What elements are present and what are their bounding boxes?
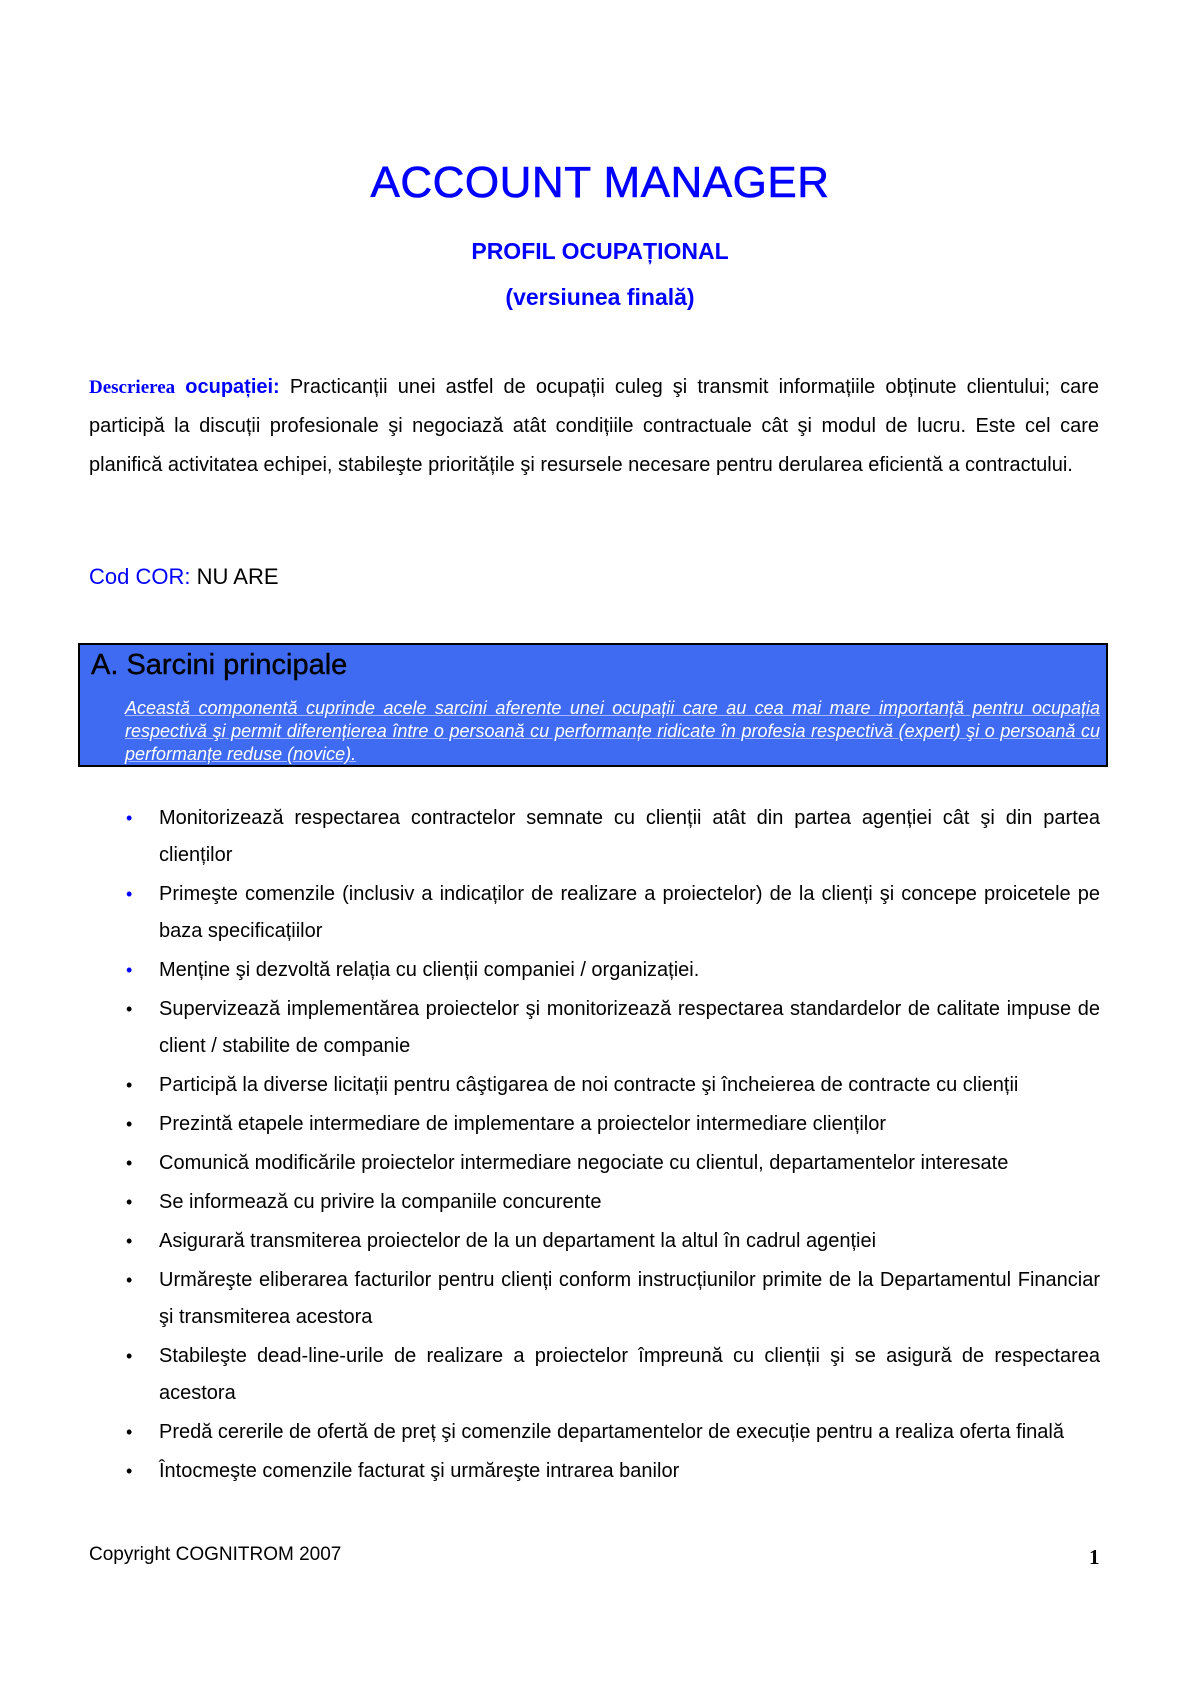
list-item bbox=[95, 800, 1100, 874]
list-item bbox=[95, 876, 1100, 950]
task-list bbox=[95, 800, 1100, 1492]
task-text: Asigurară transmiterea proiectelor de la un departament la altul în cadrul agenției bbox=[159, 1230, 877, 1252]
bullet-icon: • bbox=[126, 1114, 133, 1134]
bullet-icon: • bbox=[126, 808, 133, 828]
bullet-icon: • bbox=[126, 1192, 133, 1212]
section-a-note bbox=[125, 697, 1100, 766]
section-a-header-box bbox=[78, 643, 1108, 767]
list-item bbox=[95, 1338, 1100, 1412]
cod-cor-value: NU ARE bbox=[196, 564, 279, 589]
document-title: ACCOUNT MANAGER bbox=[370, 158, 830, 207]
document-subtitle: PROFIL OCUPAȚIONAL bbox=[471, 238, 729, 264]
list-item bbox=[95, 1106, 1100, 1143]
section-a-heading: A. Sarcini principale bbox=[91, 649, 348, 681]
bullet-icon: • bbox=[126, 999, 133, 1019]
list-item bbox=[95, 1223, 1100, 1260]
task-text: Prezintă etapele intermediare de implementare a proiectelor intermediare clienților bbox=[159, 1113, 887, 1135]
bullet-icon: • bbox=[126, 960, 133, 980]
description-label-part1: Descrierea bbox=[89, 377, 176, 398]
list-item bbox=[95, 952, 1100, 989]
list-item bbox=[95, 1184, 1100, 1221]
bullet-icon: • bbox=[126, 1075, 133, 1095]
task-text: Predă cererile de ofertă de preț şi comenzile departamentelor de execuție pentru a realiza oferta finală bbox=[159, 1421, 1064, 1443]
list-item bbox=[95, 1262, 1100, 1336]
bullet-icon: • bbox=[126, 1270, 133, 1290]
list-item bbox=[95, 1453, 1100, 1490]
list-item bbox=[95, 1145, 1100, 1182]
occupation-description bbox=[89, 368, 1099, 485]
bullet-icon: • bbox=[126, 1422, 133, 1442]
section-a-note-text: Această componentă cuprinde acele sarcini aferente unei ocupații care au cea mai mare importanță pentru ocupația respectivă şi permit diferențierea între o persoană cu performanțe ridicate în profesia respectivă (expert) şi o persoană cu performanțe reduse (novice). bbox=[125, 698, 1100, 764]
bullet-icon: • bbox=[126, 1346, 133, 1366]
list-item bbox=[95, 1067, 1100, 1104]
task-text: Primeşte comenzile (inclusiv a indicaților de realizare a proiectelor) de la clienți şi concepe proicetele pe baza specificațiilor bbox=[159, 883, 1100, 942]
list-item bbox=[95, 1414, 1100, 1451]
document-version: (versiunea finală) bbox=[505, 284, 695, 310]
description-text: Practicanții unei astfel de ocupații culeg şi transmit informațiile obținute clientului; care participă la discuții profesionale şi negociază atât condițiile contractuale cât şi modul de lucru. Este cel care planifică activitatea echipei, stabileşte prioritățile şi resursele necesare pentru derularea eficientă a contractului. bbox=[89, 376, 1100, 476]
bullet-icon: • bbox=[126, 1153, 133, 1173]
bullet-icon: • bbox=[126, 1461, 133, 1481]
task-text: Participă la diverse licitații pentru câştigarea de noi contracte şi încheierea de contracte cu clienții bbox=[159, 1074, 1019, 1096]
footer-copyright: Copyright COGNITROM 2007 bbox=[89, 1544, 342, 1565]
cod-cor bbox=[89, 564, 279, 590]
list-item bbox=[95, 991, 1100, 1065]
cod-cor-label: Cod COR bbox=[89, 564, 185, 589]
task-text: Menține şi dezvoltă relația cu clienții companiei / organizației. bbox=[159, 959, 700, 981]
bullet-icon: • bbox=[126, 884, 133, 904]
task-text: Monitorizează respectarea contractelor semnate cu clienții atât din partea agenției cât şi din partea clienților bbox=[159, 807, 1100, 866]
cod-cor-separator: : bbox=[184, 564, 197, 589]
task-text: Comunică modificările proiectelor intermediare negociate cu clientul, departamentelor interesate bbox=[159, 1152, 1009, 1174]
bullet-icon: • bbox=[126, 1231, 133, 1251]
task-text: Urmăreşte eliberarea facturilor pentru clienți conform instrucțiunilor primite de la Departamentul Financiar şi transmiterea acestora bbox=[159, 1269, 1100, 1328]
task-text: Stabileşte dead-line-urile de realizare a proiectelor împreună cu clienții şi se asigură de respectarea acestora bbox=[159, 1345, 1100, 1404]
task-text: Întocmeşte comenzile facturat şi urmăreşte intrarea banilor bbox=[159, 1460, 680, 1482]
page-number: 1 bbox=[1089, 1545, 1100, 1569]
task-text: Supervizează implementărea proiectelor şi monitorizează respectarea standardelor de calitate impuse de client / stabilite de companie bbox=[159, 998, 1100, 1057]
description-label-part2: ocupației: bbox=[185, 376, 280, 398]
task-text: Se informează cu privire la companiile concurente bbox=[159, 1191, 602, 1213]
